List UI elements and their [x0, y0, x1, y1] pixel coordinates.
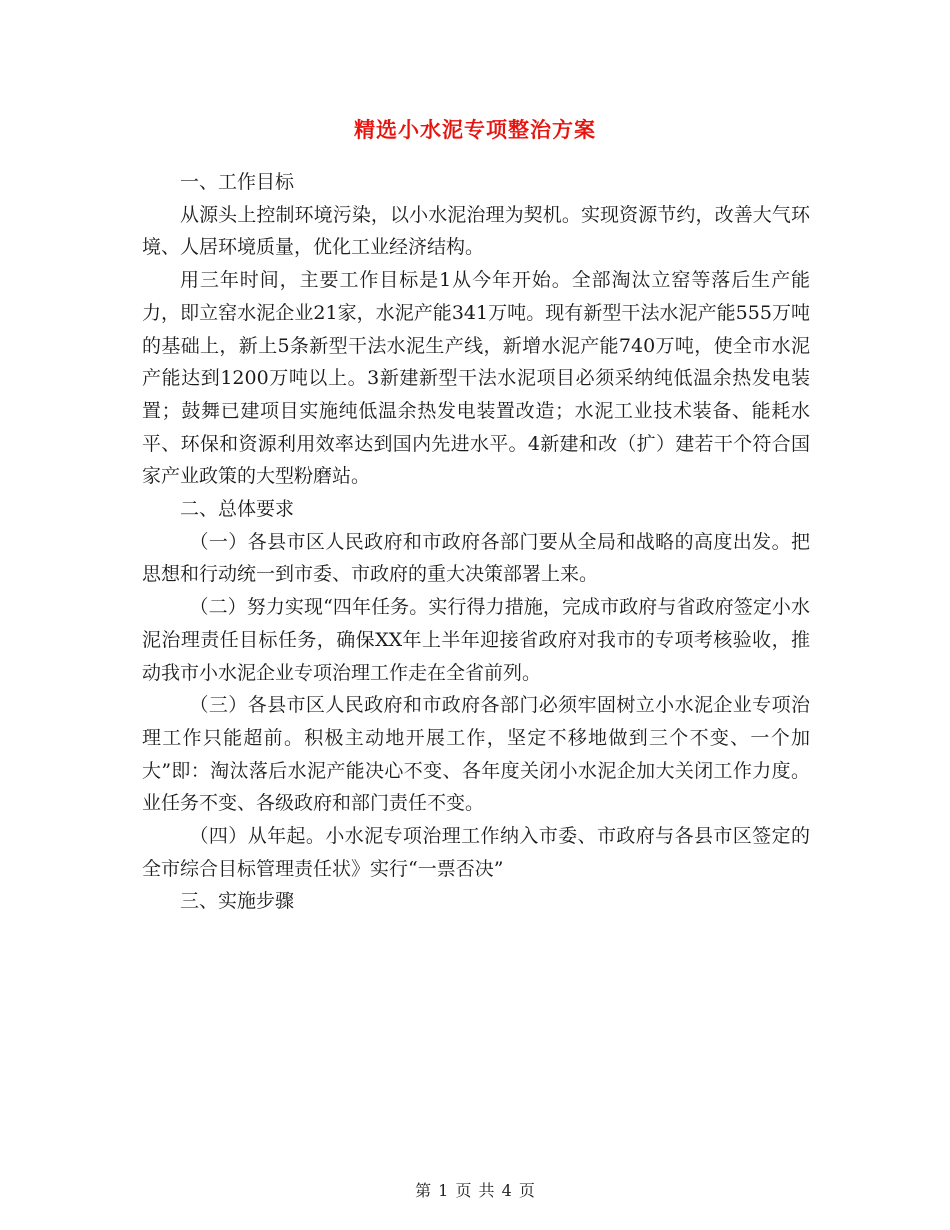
page-number: 第 1 页 共 4 页 — [415, 1181, 535, 1200]
paragraph-requirement-4: （四）从年起。小水泥专项治理工作纳入市委、市政府与各县市区签定的全市综合目标管理责任状》实行“一票否决” — [142, 825, 810, 880]
section-heading-steps: 三、实施步骤 — [180, 890, 295, 913]
document-title: 精选小水泥专项整治方案 — [354, 117, 596, 142]
section-heading-requirements: 二、总体要求 — [180, 498, 295, 521]
paragraph-requirement-3: （三）各县市区人民政府和市政府各部门必须牢固树立小水泥企业专项治理工作只能超前。积极主动地开展工作，坚定不移地做到三个不变、一个加大”即：淘汰落后水泥产能决心不变、各年度关闭小水泥企加大关闭工作力度。业任务不变、各级政府和部门责任不变。 — [142, 694, 810, 815]
document-body — [142, 166, 810, 918]
paragraph-goal-intro: 从源头上控制环境污染，以小水泥治理为契机。实现资源节约，改善大气环境、人居环境质量，优化工业经济结构。 — [142, 203, 810, 259]
section-heading-goals: 一、工作目标 — [180, 171, 295, 193]
paragraph-requirement-1: （一）各县市区人民政府和市政府各部门要从全局和战略的高度出发。把思想和行动统一到市委、市政府的重大决策部署上来。 — [142, 530, 810, 586]
paragraph-goal-detail: 用三年时间，主要工作目标是1从今年开始。全部淘汰立窑等落后生产能力，即立窑水泥企业21家，水泥产能341万吨。现有新型干法水泥产能555万吨的基础上，新上5条新型干法水泥生产线，新增水泥产能740万吨，使全市水泥产能达到1200万吨以上。3新建新型干法水泥项目必须采纳纯低温余热发电装置；鼓舞已建项目实施纯低温余热发电装置改造；水泥工业技术装备、能耗水平、环保和资源利用效率达到国内先进水平。4新建和改（扩）建若干个符合国家产业政策的大型粉磨站。 — [142, 269, 810, 488]
paragraph-requirement-2: （二）努力实现“四年任务。实行得力措施，完成市政府与省政府签定小水泥治理责任目标任务，确保XX年上半年迎接省政府对我市的专项考核验收，推动我市小水泥企业专项治理工作走在全省前列。 — [142, 596, 810, 684]
